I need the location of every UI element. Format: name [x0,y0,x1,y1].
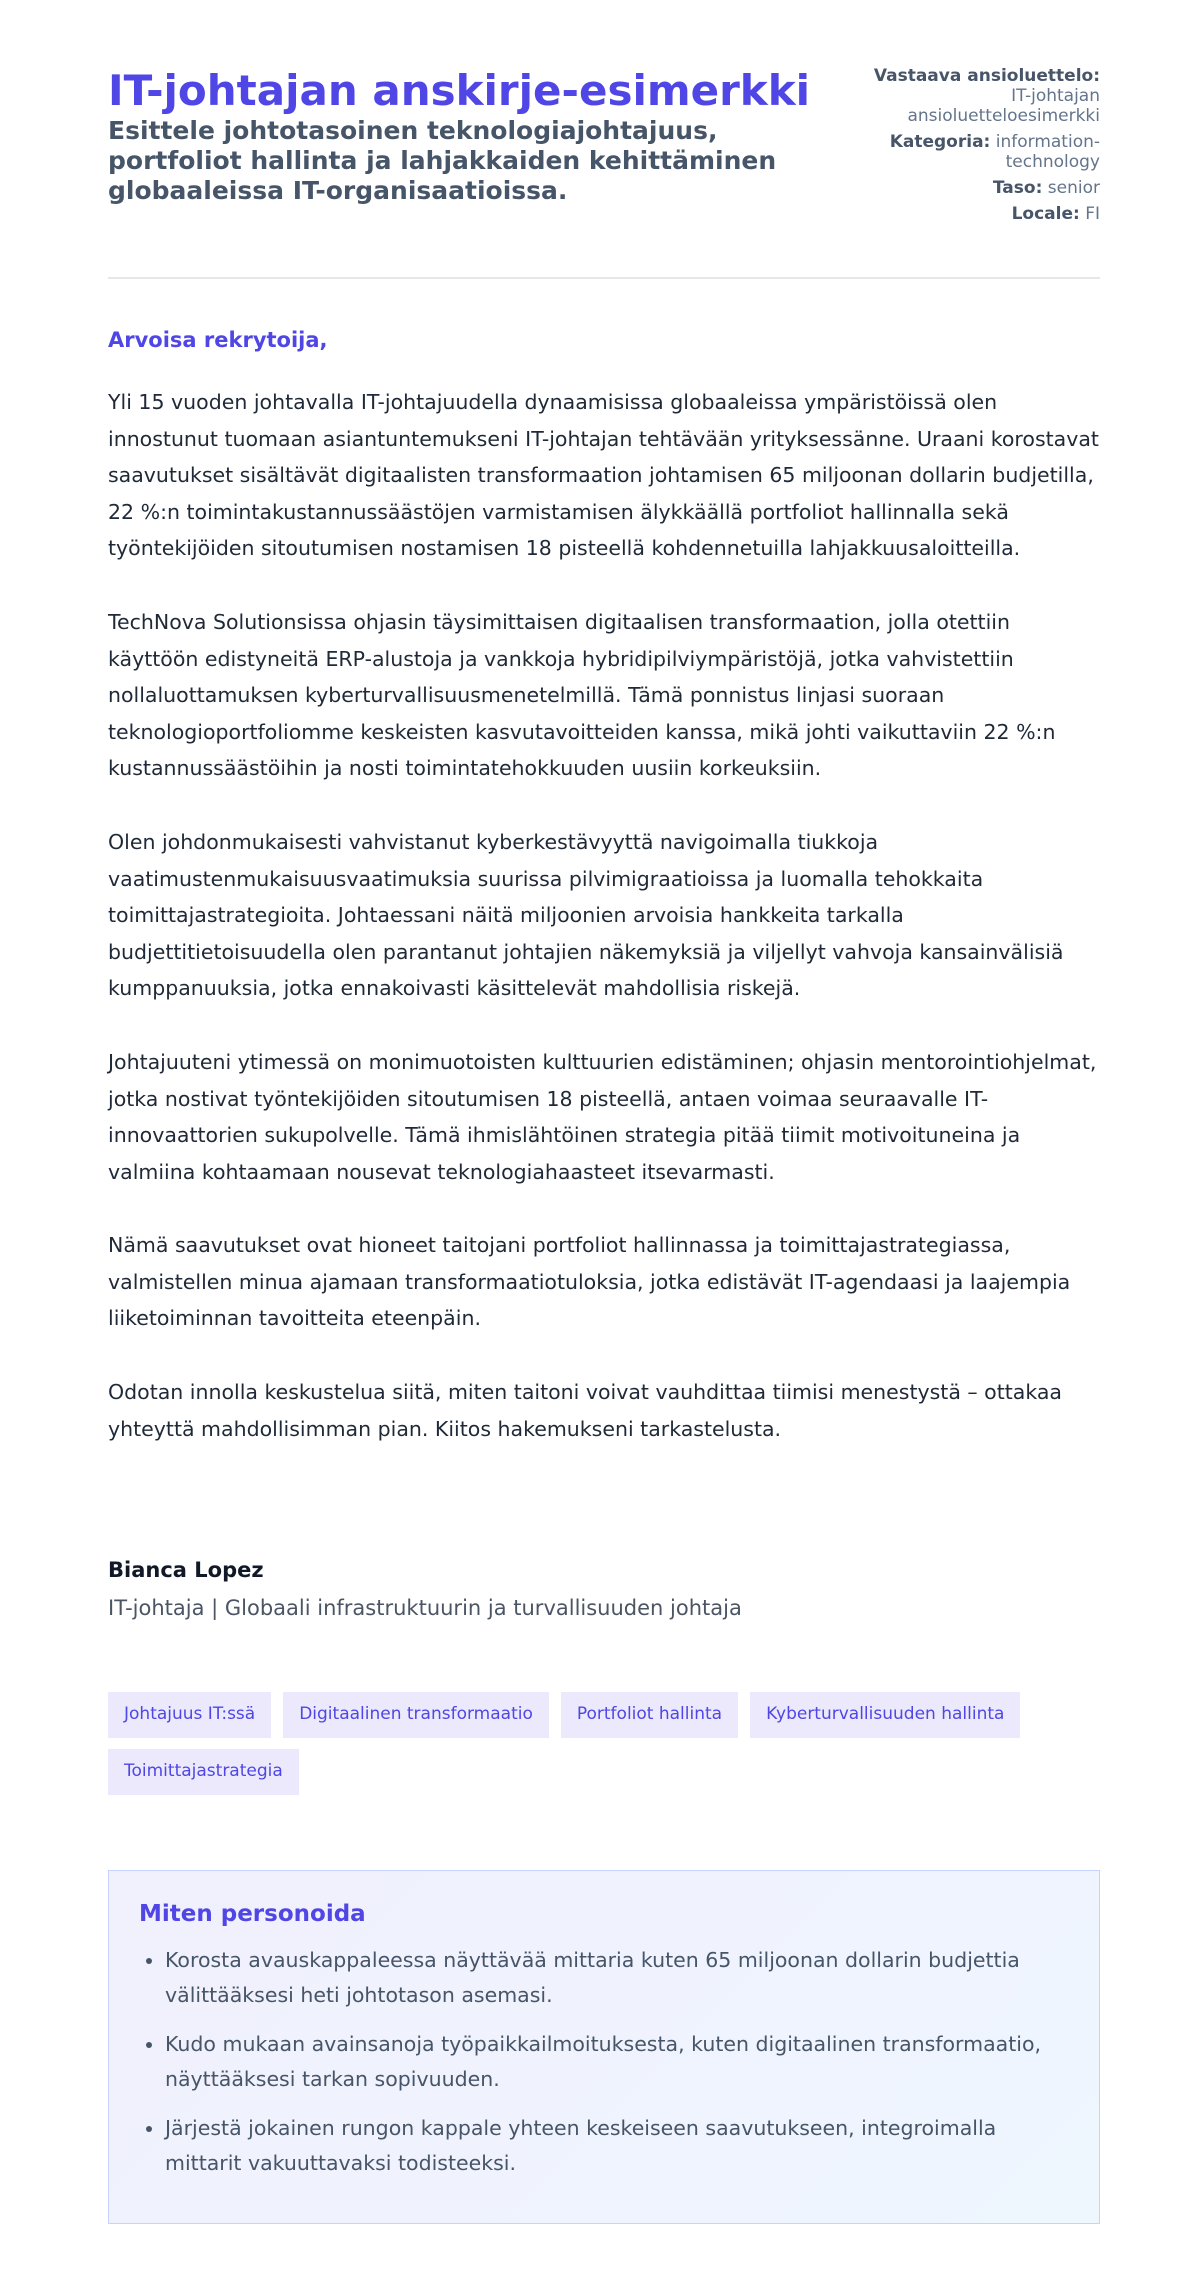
tag: Kyberturvallisuuden hallinta [750,1692,1020,1738]
tips-title: Miten personoida [139,1901,366,1927]
signature-name: Bianca Lopez [108,1558,264,1582]
tip-item: • Korosta avauskappaleessa näyttävää mittaria kuten 65 miljoonan dollarin budjettia välittääksesi heti johtotason asemasi. [165,1943,1069,2013]
header [108,66,1100,230]
paragraph: Olen johdonmukaisesti vahvistanut kyberkestävyyttä navigoimalla tiukkoja vaatimustenmukaisuusvaatimuksia suurissa pilvimigraatioissa ja luomalla tehokkaita toimittajastrategioita. Johtaessani näitä miljoonien arvoisia hankkeita tarkalla budjettitietoisuudella olen parantanut johtajien näkemyksiä ja viljellyt vahvoja kansainvälisiä kumppanuuksia, jotka ennakoivasti käsittelevät mahdollisia riskejä. [108,829,1064,1001]
personalize-tips-box [108,1870,1100,2224]
page-title: IT-johtajan anskirje-esimerkki [108,66,811,115]
tag: Toimittajastrategia [108,1749,299,1795]
tag: Portfoliot hallinta [561,1692,738,1738]
paragraph: Yli 15 vuoden johtavalla IT-johtajuudella dynaamisissa globaaleissa ympäristöissä olen innostunut tuomaan asiantuntemukseni IT-johtajan tehtävään yrityksessänne. Uraani korostavat saavutukset sisältävät digitaalisten transformaation johtamisen 65 miljoonan dollarin budjetilla, 22 %:n toimintakustannussäästöjen varmistamisen älykkäällä portfoliot hallinnalla sekä työntekijöiden sitoutumisen nostamisen 18 pisteellä kohdennetuilla lahjakkuusaloitteilla. [108,390,1099,561]
paragraph: Johtajuuteni ytimessä on monimuotoisten kulttuurien edistäminen; ohjasin mentorointiohjelmat, jotka nostivat työntekijöiden sitoutumisen 18 pisteellä, antaen voimaa seuraavalle IT-innovaattorien sukupolvelle. Tämä ihmislähtöinen strategia pitää tiimit motivoituneina ja valmiina kohtaamaan nousevat teknologiahaasteet itsevarmasti. [108,1049,1097,1184]
paragraph: Nämä saavutukset ovat hioneet taitojani portfoliot hallinnassa ja toimittajastrategiassa, valmistellen minua ajamaan transformaatiotuloksia, jotka edistävät IT-agendaasi ja laajempia liiketoiminnan tavoitteita eteenpäin. [108,1233,1071,1331]
signature [108,1558,742,1620]
tag-list [108,1692,1100,1795]
paragraph: Odotan innolla keskustelua siitä, miten taitoni voivat vauhdittaa tiimisi menestystä – ottakaa yhteyttä mahdollisimman pian. Kiitos hakemukseni tarkastelusta. [108,1380,1062,1441]
meta-panel [870,66,1100,230]
paragraph: TechNova Solutionsissa ohjasin täysimittaisen digitaalisen transformaation, jolla otettiin käyttöön edistyneitä ERP-alustoja ja vankkoja hybridipilviympäristöjä, jotka vahvistettiin nollaluottamuksen kyberturvallisuusmenetelmillä. Tämä ponnistus linjasi suoraan teknologioportfoliomme keskeisten kasvutavoitteiden kanssa, mikä johti vaikuttaviin 22 %:n kustannussäästöihin ja nosti toimintatehokkuuden uusiin korkeuksiin. [108,609,1056,781]
related-resume-link[interactable]: IT-johtajan ansioluetteloesimerkki [907,86,1100,126]
tag: Johtajuus IT:ssä [108,1692,271,1738]
meta-level: Taso: senior [992,178,1100,198]
tip-item: • Järjestä jokainen rungon kappale yhteen keskeiseen saavutukseen, integroimalla mittarit vakuuttavaksi todisteeksi. [165,2111,1069,2181]
letter-body [108,384,1100,1484]
meta-category: Kategoria: information-technology [889,132,1100,172]
meta-related-resume: Vastaava ansioluettelo: IT-johtajan ansioluetteloesimerkki [873,66,1100,126]
meta-locale: Locale: FI [1011,204,1100,224]
tip-item: • Kudo mukaan avainsanoja työpaikkailmoituksesta, kuten digitaalinen transformaatio, näyttääksesi tarkan sopivuuden. [165,2027,1069,2097]
page-subtitle: Esittele johtotasoinen teknologiajohtajuus, portfoliot hallinta ja lahjakkaiden kehittäminen globaaleissa IT-organisaatioissa. [108,116,777,205]
divider [108,277,1100,279]
tag: Digitaalinen transformaatio [283,1692,549,1738]
signature-role: IT-johtaja | Globaali infrastruktuurin ja turvallisuuden johtaja [108,1596,742,1620]
tips-list [139,1943,1069,2181]
greeting: Arvoisa rekrytoija, [108,328,328,352]
